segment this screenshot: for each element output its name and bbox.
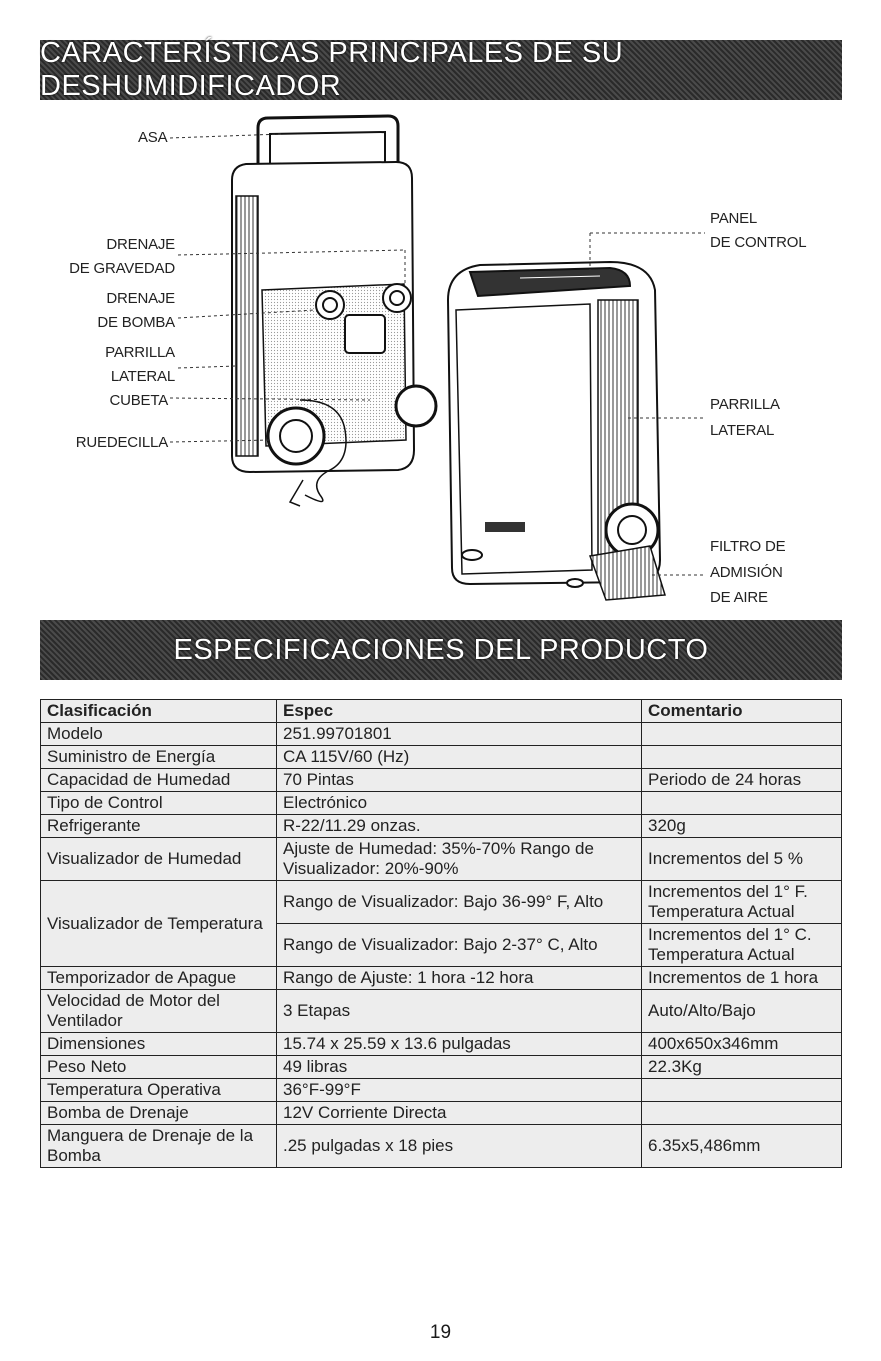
- cell: 15.74 x 25.59 x 13.6 pulgadas: [277, 1033, 642, 1056]
- cell: Visualizador de Humedad: [41, 838, 277, 881]
- cell: 36°F-99°F: [277, 1079, 642, 1102]
- cell: Periodo de 24 horas: [642, 769, 842, 792]
- cell: CA 115V/60 (Hz): [277, 746, 642, 769]
- label-filtro-1: FILTRO DE: [710, 538, 786, 555]
- cell: 22.3Kg: [642, 1056, 842, 1079]
- table-row: [41, 769, 842, 792]
- header-comentario: Comentario: [642, 700, 842, 723]
- cell: [642, 1079, 842, 1102]
- features-banner-title: CARACTERÍSTICAS PRINCIPALES DE SU DESHUMIDIFICADOR: [40, 37, 624, 102]
- cell: Peso Neto: [41, 1056, 277, 1079]
- cell: [642, 746, 842, 769]
- front-view-unit: [448, 262, 665, 600]
- table-row: [41, 723, 842, 746]
- table-row: [41, 1056, 842, 1079]
- label-asa: ASA: [138, 129, 168, 146]
- label-ruedecilla: RUEDECILLA: [75, 434, 168, 451]
- cell: Capacidad de Humedad: [41, 769, 277, 792]
- label-drenaje-gravedad-1: DRENAJE: [106, 236, 175, 253]
- cell: 49 libras: [277, 1056, 642, 1079]
- specs-table: [40, 699, 842, 1168]
- label-drenaje-bomba-1: DRENAJE: [106, 290, 175, 307]
- features-banner: [40, 37, 842, 102]
- table-row: [41, 815, 842, 838]
- header-clasificacion: Clasificación: [41, 700, 277, 723]
- cell: 400x650x346mm: [642, 1033, 842, 1056]
- table-row: [41, 1033, 842, 1056]
- table-row: [41, 792, 842, 815]
- header-espec: Espec: [277, 700, 642, 723]
- cell: 3 Etapas: [277, 990, 642, 1033]
- cell: .25 pulgadas x 18 pies: [277, 1125, 642, 1168]
- cell: Incrementos del 1° F. Temperatura Actual: [642, 881, 842, 924]
- cell: Auto/Alto/Bajo: [642, 990, 842, 1033]
- label-panel-2: DE CONTROL: [710, 234, 807, 251]
- cell: Tipo de Control: [41, 792, 277, 815]
- cell: [642, 792, 842, 815]
- cell: Rango de Visualizador: Bajo 2-37° C, Alto: [277, 924, 642, 967]
- label-drenaje-gravedad-2: DE GRAVEDAD: [69, 260, 175, 277]
- label-drenaje-bomba-2: DE BOMBA: [97, 314, 175, 331]
- page-number: 19: [429, 1322, 452, 1343]
- label-parrilla-lateral-right-1: PARRILLA: [710, 396, 780, 413]
- cell: [642, 723, 842, 746]
- cell: Rango de Visualizador: Bajo 36-99° F, Alto: [277, 881, 642, 924]
- cell: Suministro de Energía: [41, 746, 277, 769]
- specs-banner-title: ESPECIFICACIONES DEL PRODUCTO: [173, 633, 709, 666]
- table-row: [41, 1102, 842, 1125]
- table-header-row: [41, 700, 842, 723]
- cell: Bomba de Drenaje: [41, 1102, 277, 1125]
- cell: Electrónico: [277, 792, 642, 815]
- cell: Velocidad de Motor del Ventilador: [41, 990, 277, 1033]
- cell: Rango de Ajuste: 1 hora -12 hora: [277, 967, 642, 990]
- cell: Manguera de Drenaje de la Bomba: [41, 1125, 277, 1168]
- cell: [642, 1102, 842, 1125]
- label-parrilla-lateral-right-2: LATERAL: [710, 422, 775, 439]
- cell: Temporizador de Apague: [41, 967, 277, 990]
- table-row: [41, 1079, 842, 1102]
- cell: 251.99701801: [277, 723, 642, 746]
- label-parrilla-lateral-left-2: LATERAL: [110, 368, 175, 385]
- back-view-unit: [232, 116, 436, 506]
- cell: R-22/11.29 onzas.: [277, 815, 642, 838]
- table-row: [41, 967, 842, 990]
- table-row: [41, 881, 842, 924]
- table-row: [41, 746, 842, 769]
- cell: Incrementos del 5 %: [642, 838, 842, 881]
- label-panel-1: PANEL: [710, 210, 758, 227]
- specs-banner: [40, 620, 842, 680]
- table-row: [41, 990, 842, 1033]
- label-cubeta: CUBETA: [109, 392, 168, 409]
- cell: Incrementos de 1 hora: [642, 967, 842, 990]
- table-row: [41, 838, 842, 881]
- cell: 6.35x5,486mm: [642, 1125, 842, 1168]
- cell: Refrigerante: [41, 815, 277, 838]
- label-filtro-3: DE AIRE: [710, 589, 768, 606]
- cell: Temperatura Operativa: [41, 1079, 277, 1102]
- table-row: [41, 1125, 842, 1168]
- cell: Dimensiones: [41, 1033, 277, 1056]
- label-filtro-2: ADMISIÓN: [710, 564, 783, 581]
- cell: 70 Pintas: [277, 769, 642, 792]
- label-parrilla-lateral-left-1: PARRILLA: [105, 344, 175, 361]
- cell: Incrementos del 1° C. Temperatura Actual: [642, 924, 842, 967]
- cell: Ajuste de Humedad: 35%-70% Rango de Visualizador: 20%-90%: [277, 838, 642, 881]
- dehumidifier-diagram: [0, 100, 881, 620]
- cell: 320g: [642, 815, 842, 838]
- cell: Visualizador de Temperatura: [41, 881, 277, 967]
- cell: Modelo: [41, 723, 277, 746]
- cell: 12V Corriente Directa: [277, 1102, 642, 1125]
